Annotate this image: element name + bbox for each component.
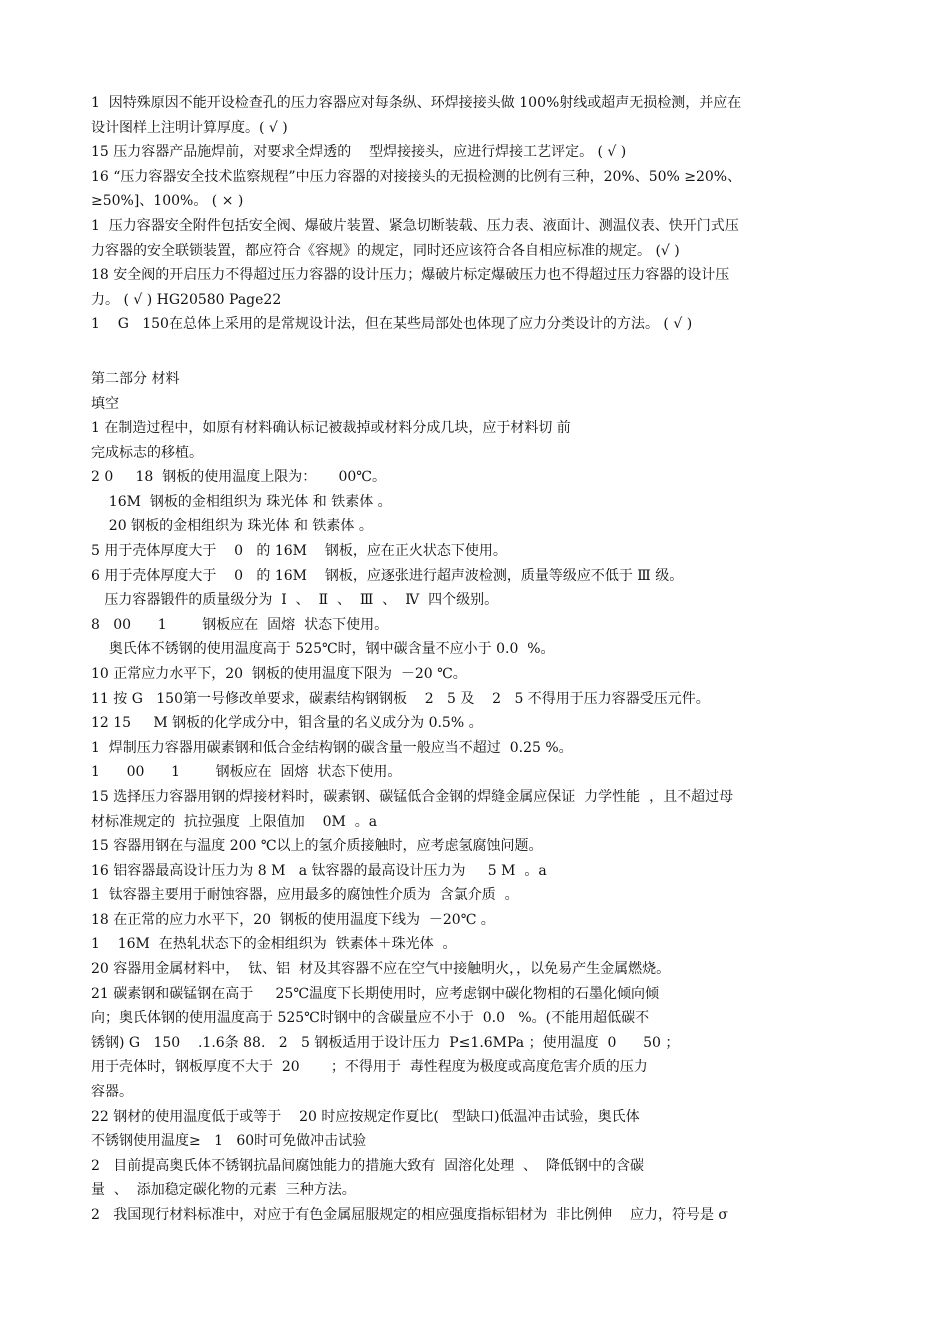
- text-line: 22 钢材的使用温度低于或等于 20 时应按规定作夏比( 型缺口)低温冲击试验，奥氏体: [91, 1108, 640, 1125]
- text-line: 1 在制造过程中，如原有材料确认标记被裁掉或材料分成几块，应于材料切 前: [91, 420, 571, 436]
- text-line: 设计图样上注明计算厚度。( √ ): [91, 119, 288, 136]
- text-line: 锈钢) G 150 .1.6条 88. 2 5 钢板适用于设计压力 P≤1.6MPa ；使用温度 0 50 ；: [91, 1034, 680, 1051]
- text-line: 1 00 1 钢板应在 固熔 状态下使用。: [91, 764, 402, 781]
- text-line: 16 铝容器最高设计压力为 8 M a 钛容器的最高设计压力为 5 M 。a: [91, 862, 547, 879]
- text-line: 容器。: [91, 1084, 133, 1101]
- text-line: 15 容器用钢在与温度 200 ℃以上的氢介质接触时，应考虑氢腐蚀问题。: [91, 838, 543, 855]
- text-line: 15 选择压力容器用钢的焊接材料时，碳素钢、碳锰低合金钢的焊缝金属应保证 力学性能 ，且不超过母: [91, 788, 734, 805]
- text-line: 18 安全阀的开启压力不得超过压力容器的设计压力；爆破片标定爆破压力也不得超过压力容器的设计压: [91, 267, 730, 284]
- text-line: 1 G 150在总体上采用的是常规设计法，但在某些局部处也体现了应力分类设计的方法。 ( √ ): [91, 316, 693, 333]
- text-line: 1 焊制压力容器用碳素钢和低合金结构钢的碳含量一般应当不超过 0.25 %。: [91, 739, 573, 756]
- text-line: 奥氏体不锈钢的使用温度高于 525℃时，钢中碳含量不应小于 0.0 %。: [91, 641, 555, 658]
- text-line: 21 碳素钢和碳锰钢在高于 25℃温度下长期使用时，应考虑钢中碳化物相的石墨化倾向倾: [91, 985, 659, 1002]
- material-questions: [91, 416, 861, 1228]
- text-line: 2 0 18 钢板的使用温度上限为： 00℃。: [91, 469, 386, 486]
- text-line: 2 我国现行材料标准中，对应于有色金属屈服规定的相应强度指标铝材为 非比例伸 应力，符号是 σ: [91, 1207, 728, 1223]
- text-line: 20 钢板的金相组织为 珠光体 和 铁素体 。: [91, 518, 373, 535]
- text-line: 完成标志的移植。: [91, 444, 203, 461]
- text-line: 不锈钢使用温度≥ 1 60时可免做冲击试验: [91, 1133, 367, 1150]
- text-line: 16M 钢板的金相组织为 珠光体 和 铁素体 。: [91, 493, 392, 510]
- text-line: 5 用于壳体厚度大于 0 的 16M 钢板，应在正火状态下使用。: [91, 542, 507, 559]
- text-line: 20 容器用金属材料中， 钛、铝 材及其容器不应在空气中接触明火，，以免易产生金属燃烧。: [91, 961, 671, 978]
- text-line: 1 钛容器主要用于耐蚀容器，应用最多的腐蚀性介质为 含氯介质 。: [91, 887, 519, 904]
- text-line: 2 目前提高奥氏体不锈钢抗晶间腐蚀能力的措施大致有 固溶化处理 、 降低钢中的含碳: [91, 1157, 644, 1174]
- text-line: 向；奥氏体钢的使用温度高于 525℃时钢中的含碳量应不小于 0.0 %。(不能用超低碳不: [91, 1010, 650, 1027]
- text-line: 15 压力容器产品施焊前，对要求全焊透的 型焊接接头，应进行焊接工艺评定。 ( √ ): [91, 144, 627, 161]
- text-line: 8 00 1 钢板应在 固熔 状态下使用。: [91, 616, 389, 633]
- section-subtitle: 填空: [91, 395, 119, 412]
- text-line: 用于壳体时，钢板厚度不大于 20 ；不得用于 毒性程度为极度或高度危害介质的压力: [91, 1059, 648, 1076]
- text-line: 力容器的安全联锁装置，都应符合《容规》的规定，同时还应该符合各自相应标准的规定。 (√ ): [91, 242, 680, 259]
- section-title: 第二部分 材料: [91, 371, 180, 387]
- text-line: 量 、 添加稳定碳化物的元素 三种方法。: [91, 1182, 356, 1199]
- text-line: 18 在正常的应力水平下，20 钢板的使用温度下线为 －20℃ 。: [91, 911, 495, 928]
- text-line: 1 因特殊原因不能开设检查孔的压力容器应对每条纵、环焊接接头做 100%射线或超声无损检测，并应在: [91, 95, 742, 111]
- text-line: 材标准规定的 抗拉强度 上限值加 0M 。a: [91, 813, 378, 830]
- text-line: 1 压力容器安全附件包括安全阀、爆破片装置、紧急切断装载、压力表、液面计、测温仪表、快开门式压: [91, 217, 739, 234]
- top-questions: [91, 91, 861, 337]
- text-line: 16 “压力容器安全技术监察规程”中压力容器的对接接头的无损检测的比例有三种，20%、50% ≥20%、: [91, 168, 742, 185]
- text-line: 压力容器锻件的质量级分为 Ⅰ 、 Ⅱ 、 Ⅲ 、 Ⅳ 四个级别。: [91, 592, 499, 609]
- text-line: 6 用于壳体厚度大于 0 的 16M 钢板，应逐张进行超声波检测，质量等级应不低于 Ⅲ 级。: [91, 567, 684, 584]
- section-header: [91, 367, 861, 416]
- text-line: 1 16M 在热轧状态下的金相组织为 铁素体＋珠光体 。: [91, 936, 457, 953]
- text-line: 11 按 G 150第一号修改单要求，碳素结构钢钢板 2 5 及 2 5 不得用于压力容器受压元件。: [91, 690, 710, 707]
- text-line: 力。 ( √ ) HG20580 Page22: [91, 291, 282, 308]
- text-line: 10 正常应力水平下，20 钢板的使用温度下限为 －20 ℃。: [91, 665, 467, 682]
- text-line: 12 15 M 钢板的化学成分中，钼含量的名义成分为 0.5% 。: [91, 715, 483, 732]
- text-line: ≥50%]、100%。 ( × ): [91, 193, 244, 210]
